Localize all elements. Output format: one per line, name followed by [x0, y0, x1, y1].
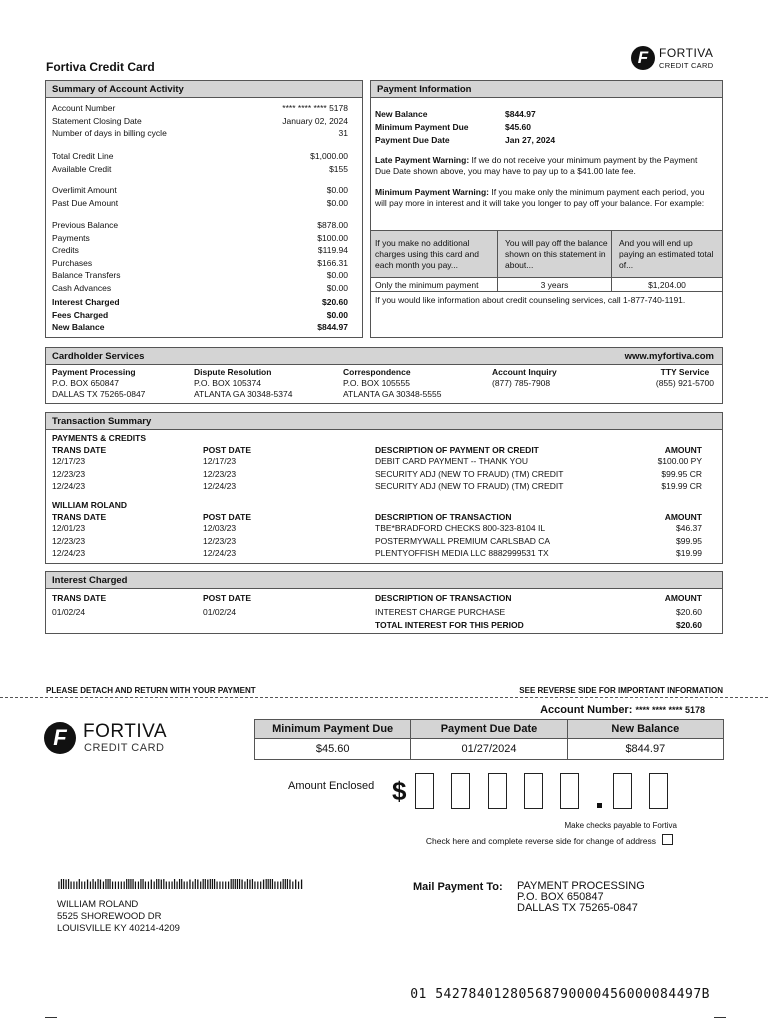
int-col-amount: AMOUNT: [664, 593, 702, 603]
cardholder-col: [52, 367, 145, 400]
summary-row-value: $878.00: [317, 220, 348, 230]
corner-mark-left: [45, 1017, 57, 1018]
col-post-date: POST DATE: [203, 445, 252, 455]
summary-row-value: $0.00: [326, 309, 348, 320]
int-col-post: POST DATE: [203, 593, 252, 603]
remit-line3: DALLAS TX 75265-0847: [517, 902, 638, 914]
txn-post: 12/17/23: [203, 456, 237, 466]
pi-due-date-value: Jan 27, 2024: [505, 135, 556, 145]
summary-row-value: $1,000.00: [310, 151, 348, 161]
page-title: Fortiva Credit Card: [46, 60, 155, 74]
summary-row: [52, 322, 348, 332]
summary-row: [52, 310, 348, 320]
coupon-payment-table: [254, 719, 724, 760]
website-link[interactable]: www.myfortiva.com: [624, 351, 714, 362]
transaction-summary-box: [45, 412, 723, 564]
amount-digit-box[interactable]: [451, 773, 470, 809]
txn-amount: $19.99 CR: [661, 481, 702, 491]
col-amount-2: AMOUNT: [664, 512, 702, 522]
remit-line2: P.O. BOX 650847: [517, 891, 604, 903]
summary-row-label: Payments: [52, 232, 90, 243]
txn-desc: DEBIT CARD PAYMENT -- THANK YOU: [375, 456, 529, 466]
summary-row-value: $20.60: [322, 297, 348, 307]
summary-row-value: $155: [329, 163, 348, 174]
int-desc: INTEREST CHARGE PURCHASE: [375, 607, 506, 617]
summary-row-value: $0.00: [326, 197, 348, 208]
fortiva-f-icon: F: [631, 46, 655, 70]
pi-min-payment-value: $45.60: [505, 122, 531, 132]
pi-min-payment-label: Minimum Payment Due: [375, 122, 469, 132]
summary-row-label: Balance Transfers: [52, 270, 121, 281]
interest-charged-box: [45, 571, 723, 634]
summary-row-value: $0.00: [326, 283, 348, 293]
summary-row-value: $100.00: [317, 232, 348, 243]
amount-enclosed-label: Amount Enclosed: [288, 780, 375, 792]
coupon-due-date-head: Payment Due Date: [411, 720, 567, 739]
fortiva-brand-sub: CREDIT CARD: [659, 61, 714, 70]
int-col-trans: TRANS DATE: [52, 593, 107, 603]
summary-row: [52, 258, 348, 268]
summary-row-label: Previous Balance: [52, 220, 119, 230]
amount-digit-box[interactable]: [415, 773, 434, 809]
summary-row: [52, 164, 348, 174]
example-table-row: Only the minimum payment 3 years $1,204.00: [371, 278, 722, 292]
summary-row: [52, 220, 348, 230]
summary-row: [52, 297, 348, 307]
payments-credits-heading: PAYMENTS & CREDITS: [52, 433, 146, 443]
col-desc-payment: DESCRIPTION OF PAYMENT OR CREDIT: [375, 445, 539, 455]
summary-row: [52, 233, 348, 243]
example-col2-head: You will pay off the balance shown on this statement in about...: [505, 238, 608, 270]
summary-row-label: Past Due Amount: [52, 197, 119, 208]
cardholder-col-head: Correspondence: [343, 367, 411, 377]
summary-row-value: $0.00: [326, 185, 348, 195]
summary-row-label: New Balance: [52, 322, 105, 333]
amount-digit-box[interactable]: [524, 773, 543, 809]
cardholder-col-l2: ATLANTA GA 30348-5555: [343, 389, 442, 399]
cardholder-col: [656, 367, 714, 389]
summary-row: [52, 270, 348, 280]
txn-trans: 12/23/23: [52, 468, 86, 479]
fortiva-brand: FORTIVA: [659, 46, 714, 60]
cardholder-col-head: Payment Processing: [52, 367, 136, 377]
late-payment-warning: Late Payment Warning: If we do not receive your minimum payment by the Payment Due Date shown above, you may have to pay up to a $41.00 late fee.: [375, 155, 698, 176]
postal-barcode: ıllIlııılııIılılIılllıııııllllııllııIıllIlııılıllııIılIıllIlllııııılllllIılIlıııIllllııılllIıIıI: [57, 876, 303, 892]
int-total-label: TOTAL INTEREST FOR THIS PERIOD: [375, 620, 524, 630]
txn-amount: $46.37: [676, 523, 702, 533]
detach-instruction: PLEASE DETACH AND RETURN WITH YOUR PAYMENT: [46, 686, 256, 695]
coupon-new-balance-value: $844.97: [567, 739, 723, 760]
int-total-amount: $20.60: [676, 620, 702, 630]
amount-digit-box[interactable]: [649, 773, 668, 809]
summary-row-label: Interest Charged: [52, 297, 120, 307]
cardholder-col: [343, 367, 441, 400]
summary-row-label: Overlimit Amount: [52, 185, 117, 195]
int-amount: $20.60: [676, 607, 702, 617]
cardholder-col-l1: (877) 785-7908: [492, 378, 551, 388]
summary-row-value: $119.94: [317, 245, 348, 256]
interest-charged-header: Interest Charged: [46, 572, 722, 589]
summary-row: [52, 245, 348, 255]
cardholder-col-l1: P.O. BOX 650847: [52, 378, 119, 388]
summary-row-value: **** **** **** 5178: [282, 103, 348, 113]
payment-info-box: [370, 80, 723, 338]
summary-row: [52, 185, 348, 195]
cardholder-services-header: Cardholder Services www.myfortiva.com: [46, 348, 722, 365]
summary-row-value: $166.31: [317, 257, 348, 268]
reverse-side-note: SEE REVERSE SIDE FOR IMPORTANT INFORMATION: [519, 686, 723, 695]
summary-row: [52, 116, 348, 126]
summary-row-value: $844.97: [317, 322, 348, 333]
txn-post: 12/24/23: [203, 481, 237, 491]
cardholder-services-box: [45, 347, 723, 404]
summary-row: [52, 128, 348, 138]
cardholder-col-l1: P.O. BOX 105555: [343, 378, 410, 388]
coupon-account-number: Account Number: **** **** **** 5178: [540, 704, 705, 716]
txn-desc: SECURITY ADJ (NEW TO FRAUD) (TM) CREDIT: [375, 481, 564, 491]
coupon-brand: FORTIVA: [83, 721, 168, 742]
summary-row-label: Statement Closing Date: [52, 115, 142, 126]
detach-line: [0, 697, 768, 698]
cardholder-col: [492, 367, 557, 389]
txn-amount: $100.00 PY: [657, 456, 702, 466]
summary-row-value: 31: [338, 128, 348, 139]
ocr-scanline: 01 54278401280568790000456000084497B: [410, 987, 710, 1002]
remit-address: [517, 881, 645, 914]
amount-digit-box[interactable]: [560, 773, 579, 809]
txn-desc: POSTERMYWALL PREMIUM CARLSBAD CA: [375, 535, 551, 546]
txn-amount: $99.95 CR: [661, 468, 702, 479]
pi-new-balance-label: New Balance: [375, 109, 428, 119]
cardholder-col-l1: (855) 921-5700: [655, 378, 714, 388]
txn-trans: 12/01/23: [52, 523, 86, 533]
summary-row-label: Credits: [52, 245, 79, 256]
int-trans-date: 01/02/24: [52, 607, 86, 617]
cardholder-col-head: Dispute Resolution: [194, 367, 272, 377]
summary-header: Summary of Account Activity: [46, 81, 362, 98]
col-trans-date: TRANS DATE: [52, 445, 107, 455]
dollar-sign: $: [392, 776, 407, 806]
cardholder-col-head: TTY Service: [660, 367, 710, 377]
coupon-min-due-head: Minimum Payment Due: [255, 720, 411, 739]
col-amount: AMOUNT: [664, 445, 702, 455]
summary-row: [52, 283, 348, 293]
coupon-due-date-value: 01/27/2024: [411, 739, 567, 760]
transaction-summary-header: Transaction Summary: [46, 413, 722, 430]
min-payment-warning: Minimum Payment Warning: If you make only the minimum payment each period, you will pay more in interest and it will take you longer to pay off your balance. For example:: [375, 187, 705, 208]
summary-row-label: Cash Advances: [52, 283, 112, 293]
txn-post: 12/23/23: [203, 468, 237, 479]
fortiva-logo: [631, 44, 741, 74]
mailing-address: [57, 899, 180, 935]
change-address-label: Check here and complete reverse side for change of address: [425, 836, 656, 846]
txn-amount: $99.95: [676, 535, 702, 546]
summary-row: [52, 198, 348, 208]
txn-desc: SECURITY ADJ (NEW TO FRAUD) (TM) CREDIT: [375, 468, 564, 479]
coupon-min-due-value: $45.60: [255, 739, 411, 760]
int-post-date: 01/02/24: [203, 607, 237, 617]
txn-post: 12/23/23: [203, 535, 237, 546]
txn-amount: $19.99: [676, 548, 702, 558]
payable-note: Make checks payable to Fortiva: [564, 821, 677, 830]
summary-row-label: Number of days in billing cycle: [52, 128, 167, 139]
pi-new-balance-value: $844.97: [505, 109, 536, 119]
txn-trans: 12/17/23: [52, 456, 86, 466]
cardholder-name-heading: WILLIAM ROLAND: [52, 500, 128, 510]
payment-info-header: Payment Information: [371, 81, 722, 98]
mail-payment-label: Mail Payment To:: [413, 881, 503, 893]
remit-line1: PAYMENT PROCESSING: [517, 880, 645, 892]
addr-line2: LOUISVILLE KY 40214-4209: [57, 923, 180, 934]
summary-row-value: $0.00: [326, 270, 348, 281]
coupon-fortiva-logo: [44, 720, 184, 756]
cardholder-col-l2: DALLAS TX 75265-0847: [52, 389, 146, 399]
cardholder-col: [194, 367, 292, 400]
summary-row-value: January 02, 2024: [282, 115, 348, 126]
cardholder-col-l2: ATLANTA GA 30348-5374: [194, 389, 293, 399]
col-desc-transaction: DESCRIPTION OF TRANSACTION: [375, 512, 512, 522]
counseling-text: If you would like information about credit counseling services, call 1-877-740-1191.: [375, 295, 686, 305]
col-post-date-2: POST DATE: [203, 512, 252, 522]
addr-line1: 5525 SHOREWOOD DR: [57, 911, 162, 922]
example-col3-head: And you will end up paying an estimated total of...: [619, 238, 714, 270]
coupon-fortiva-f-icon: F: [44, 722, 76, 754]
corner-mark-right: [714, 1017, 726, 1018]
summary-row-label: Account Number: [52, 103, 116, 113]
txn-desc: PLENTYOFFISH MEDIA LLC 8882999531 TX: [375, 548, 549, 558]
summary-row-label: Available Credit: [52, 163, 112, 174]
pi-due-date-label: Payment Due Date: [375, 135, 450, 145]
decimal-point: [597, 803, 602, 808]
summary-row-label: Fees Charged: [52, 309, 109, 320]
amount-digit-box[interactable]: [613, 773, 632, 809]
col-trans-date-2: TRANS DATE: [52, 512, 107, 522]
change-address-checkbox[interactable]: [662, 834, 673, 845]
summary-row: [52, 103, 348, 113]
cardholder-col-head: Account Inquiry: [492, 367, 557, 377]
int-col-desc: DESCRIPTION OF TRANSACTION: [375, 593, 512, 603]
example-table-header: [371, 230, 722, 278]
txn-post: 12/24/23: [203, 548, 237, 558]
txn-trans: 12/23/23: [52, 535, 86, 546]
summary-box: [45, 80, 363, 338]
example-col1-head: If you make no additional charges using this card and each month you pay...: [375, 238, 479, 270]
amount-digit-box[interactable]: [488, 773, 507, 809]
summary-row-label: Purchases: [52, 257, 93, 268]
txn-trans: 12/24/23: [52, 481, 86, 491]
summary-row: [52, 151, 348, 161]
coupon-brand-sub: CREDIT CARD: [84, 742, 165, 754]
txn-trans: 12/24/23: [52, 548, 86, 558]
addr-name: WILLIAM ROLAND: [57, 899, 139, 910]
cardholder-col-l1: P.O. BOX 105374: [194, 378, 261, 388]
coupon-new-balance-head: New Balance: [567, 720, 723, 739]
txn-post: 12/03/23: [203, 523, 237, 533]
summary-row-label: Total Credit Line: [52, 151, 114, 161]
txn-desc: TBE*BRADFORD CHECKS 800-323-8104 IL: [375, 523, 546, 533]
